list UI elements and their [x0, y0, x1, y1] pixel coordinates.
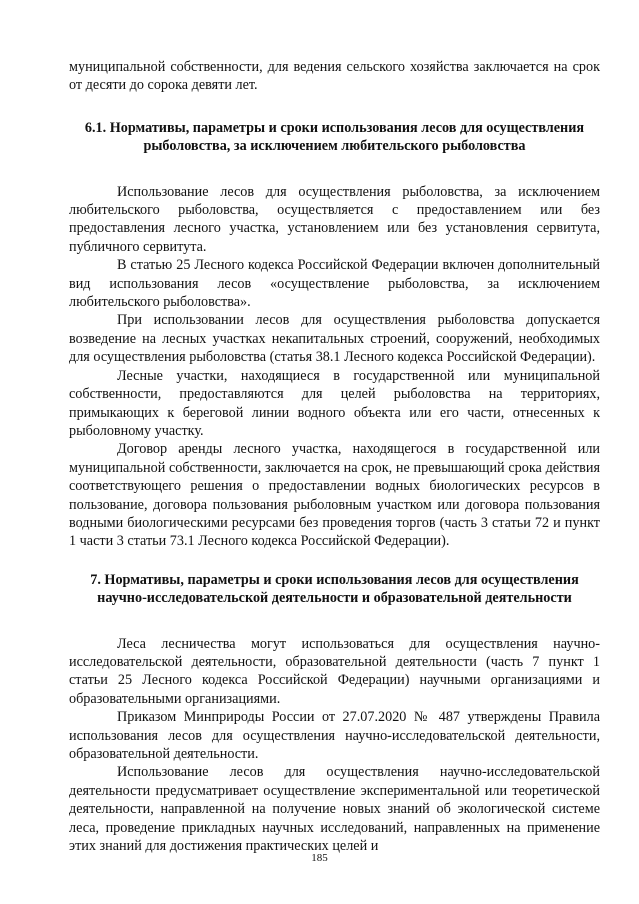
section-7-paragraph: Использование лесов для осуществления научно-исследовательской деятельности предусматривает осуществление экспериментальной или теоретической деятельности, направленной на получение новых знаний об экологической системе леса, проведение прикладных научных исследований, направленных на применение этих знаний для достижения практических целей и — [69, 764, 600, 855]
intro-paragraph: муниципальной собственности, для ведения сельского хозяйства заключается на срок от десяти до сорока девяти лет. — [69, 59, 600, 94]
section-7-paragraph: Приказом Минприроды России от 27.07.2020 № 487 утверждены Правила использования лесов для осуществления научно-исследовательской деятельности, образовательной деятельности. — [69, 709, 600, 762]
section-6-1-paragraph: При использовании лесов для осуществления рыболовства допускается возведение на лесных участках некапитальных строений, сооружений, необходимых для осуществления рыболовства (статья 38.1 Лесного кодекса Российской Федерации). — [69, 312, 600, 366]
page-content — [69, 58, 600, 855]
section-7-paragraph: Леса лесничества могут использоваться для осуществления научно-исследовательской деятельности, образовательной деятельности (часть 7 пункт 1 статьи 25 Лесного кодекса Российской Федерации) научными организациями и образовательными организациями. — [69, 635, 600, 707]
section-6-1-paragraph: В статью 25 Лесного кодекса Российской Федерации включен дополнительный вид использования лесов «осуществление рыболовства, за исключением любительского рыболовства». — [69, 257, 600, 311]
section-6-1-paragraph: Использование лесов для осуществления рыболовства, за исключением любительского рыболовства, осуществляется с предоставлением или без предоставления лесного участка, установлением или без установления сервитута, публичного сервитута. — [69, 183, 600, 255]
page-number: 185 — [311, 852, 328, 864]
section-7-heading: 7. Нормативы, параметры и сроки использования лесов для осуществления научно-исследовательской деятельности и образовательной деятельности — [90, 571, 579, 607]
section-6-1-heading: 6.1. Нормативы, параметры и сроки использования лесов для осуществления рыболовства, за исключением любительского рыболовства — [84, 119, 585, 155]
section-6-1-paragraph: Договор аренды лесного участка, находящегося в государственной или муниципальной собственности, заключается на срок, не превышающий срока действия соответствующего решения о предоставлении водных биологических ресурсов в пользование, договора пользования рыболовным участком или договора пользования водными биологическими ресурсами без проведения торгов (часть 3 статьи 72 и пункт 1 части 3 статьи 73.1 Лесного кодекса Российской Федерации). — [69, 441, 600, 550]
section-6-1-paragraph: Лесные участки, находящиеся в государственной или муниципальной собственности, предоставляются для целей рыболовства на территориях, примыкающих к береговой линии водного объекта или его части, отнесенных к рыболовному участку. — [69, 367, 600, 439]
